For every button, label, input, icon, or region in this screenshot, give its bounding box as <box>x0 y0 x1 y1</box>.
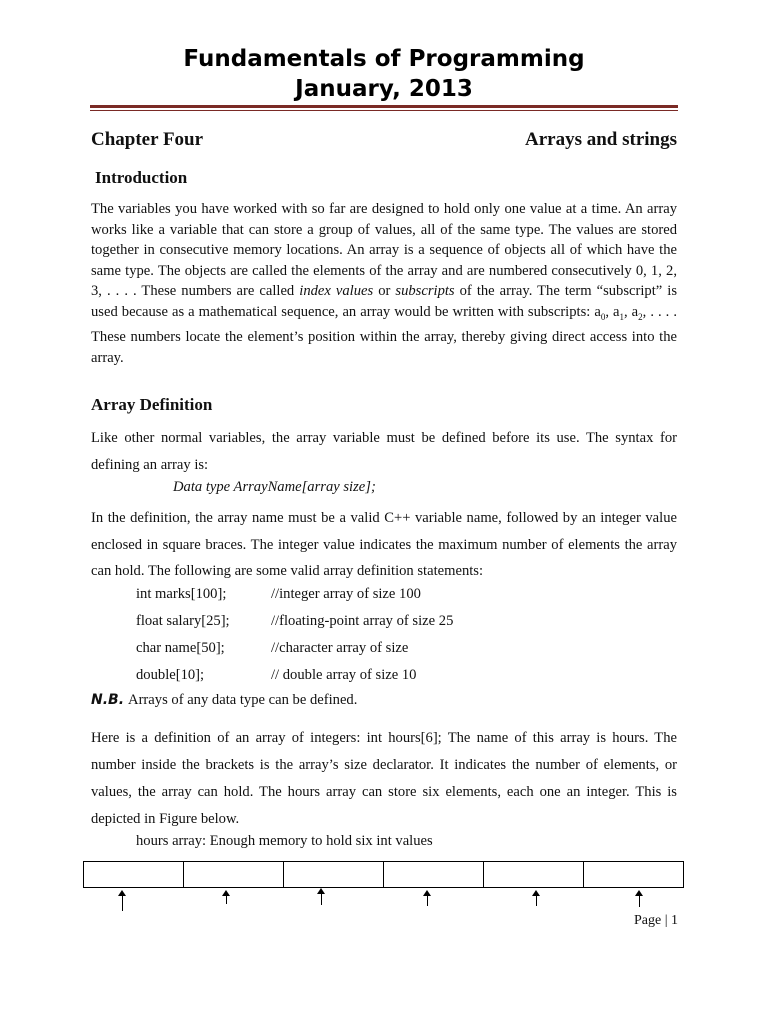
up-arrow-icon <box>316 888 326 905</box>
subscripts-term: subscripts <box>395 283 455 300</box>
definition-explanation: In the definition, the array name must be a valid C++ variable name, followed by an integer value enclosed in square braces. The integer value indicates the maximum number of elements the array can hold. The following are some valid array definition statements: <box>91 510 677 579</box>
header-rule-thick <box>90 105 678 108</box>
array-cell <box>584 862 683 887</box>
array-cell <box>384 862 484 887</box>
chapter-label: Chapter Four <box>91 129 204 150</box>
header-rule-thin <box>90 110 678 111</box>
document-date: January, 2013 <box>295 76 473 102</box>
code-comment: //character array of size <box>271 640 409 656</box>
up-arrow-icon <box>422 890 432 906</box>
array-cell <box>284 862 384 887</box>
code-example-row <box>136 586 421 603</box>
array-cell <box>484 862 584 887</box>
chapter-heading-row <box>91 129 677 151</box>
array-cell <box>84 862 184 887</box>
document-header <box>0 44 768 104</box>
array-definition-heading: Array Definition <box>91 395 213 414</box>
code-comment: //integer array of size 100 <box>271 586 421 602</box>
code-statement: int marks[100]; <box>136 586 227 602</box>
nb-note <box>91 692 357 709</box>
up-arrow-icon <box>531 890 541 906</box>
nb-text: Arrays of any data type can be defined. <box>128 692 358 708</box>
code-statement: char name[50]; <box>136 640 225 656</box>
code-statement: float salary[25]; <box>136 613 230 629</box>
code-example-row <box>136 640 408 657</box>
array-diagram <box>83 861 684 888</box>
document-title: Fundamentals of Programming <box>183 46 585 72</box>
intro-paragraph: The variables you have worked with so far are designed to hold only one value at a time. An array works like a variable that can store a group of values, all of the same type. The values are stored together in consecutive memory locations. An array is a sequence of objects all of which have the same type. The objects are called the elements of the array and are numbered consecutively 0, 1, 2, 3, . . . . These numbers are called index values or subscripts of the array. The term “subscript” is used because as a mathematical sequence, an array would be written with subscripts: $a_0$, $a_1$, $a_2$, . . . . These numbers locate the element’s position within the array, thereby giving direct access into the array. <box>91 201 677 367</box>
definition-paragraph: Like other normal variables, the array variable must be defined before its use. The syntax for defining an array is: <box>91 430 677 473</box>
array-cell <box>184 862 284 887</box>
figure-caption: hours array: Enough memory to hold six int values <box>136 833 433 849</box>
syntax-line: Data type ArrayName[array size]; <box>173 479 376 495</box>
page-number: Page | 1 <box>634 913 679 928</box>
code-statement: double[10]; <box>136 667 205 683</box>
up-arrow-icon <box>117 890 127 911</box>
up-arrow-icon <box>634 890 644 907</box>
code-example-row <box>136 613 453 630</box>
code-comment: //floating-point array of size 25 <box>271 613 454 629</box>
intro-heading: Introduction <box>95 168 188 187</box>
hours-paragraph: Here is a definition of an array of integers: int hours[6]; The name of this array is hours. The number inside the brackets is the array’s size declarator. It indicates the number of elements, or values, the array can hold. The hours array can store six elements, each one an integer. This is depicted in Figure below. <box>91 730 677 827</box>
index-values-term: index values <box>299 283 374 300</box>
nb-label: N.B. <box>91 692 125 708</box>
code-example-row <box>136 667 416 684</box>
up-arrow-icon <box>221 890 231 904</box>
code-comment: // double array of size 10 <box>271 667 417 683</box>
chapter-topic: Arrays and strings <box>524 129 677 150</box>
